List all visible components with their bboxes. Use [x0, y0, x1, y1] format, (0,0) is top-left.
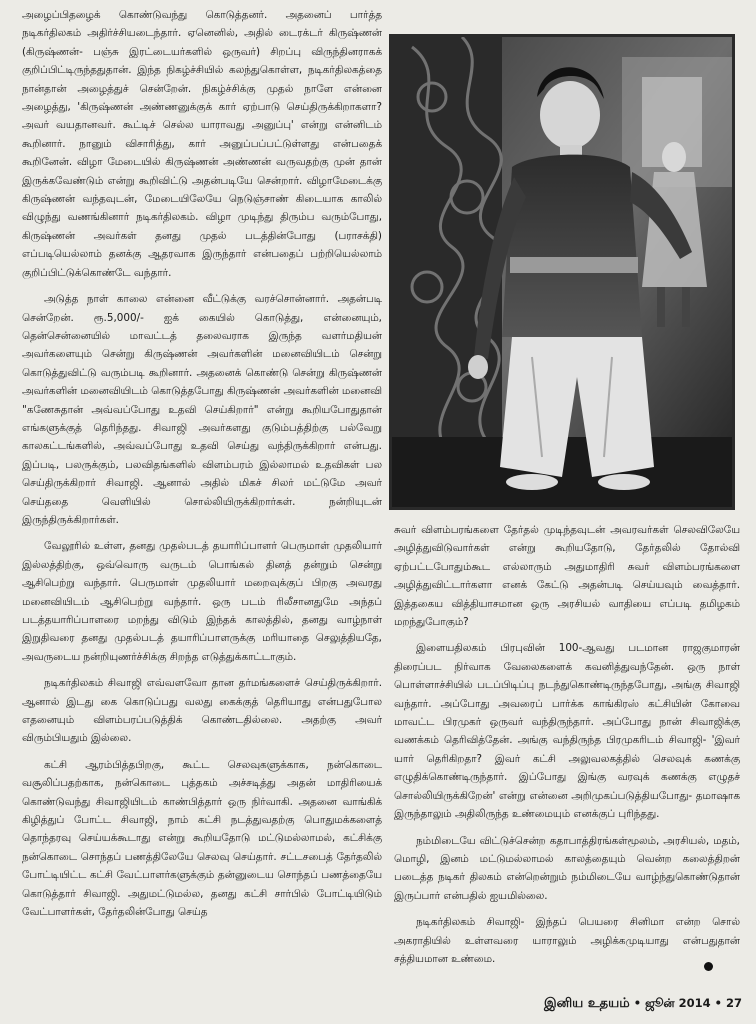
- paragraph: சுவர் விளம்பரங்களை தேர்தல் முடிந்தவுடன் அவரவர்கள் செலவிலேயே அழித்துவிடுவார்கள் என்று கூறியதோடு, தேர்தலில் தோல்வி ஏற்பட்டபோதும்கூட எல்லாரும் அதுமாதிரி சுவர் விளம்பரங்களை அழித்துவிட்டார்களா எனக் கேட்டு அதன்படி செய்யவும் வைத்தார். இத்தகைய வித்தியாசமான ஒரு அரசியல் வாதியை எப்படி தமிழகம் மறந்துபோகும்?: [394, 524, 740, 629]
- paragraph: அடுத்த நாள் காலை என்னை வீட்டுக்கு வரச்சொன்னார். அதன்படி சென்றேன். ரூ.5,000/- ஐக் கையில் கொடுத்து, என்னையும், தென்சென்னையில் மாவட்டத் தலைவராக இருந்த வளர்மதியன் அவர்களையும் சென்று கிருஷ்ணன் அவர்களின் மனைவியிடம் சென்று கொடுத்துவிட்டு வரும்படி கூறினார். அதனைக் கொண்டு சென்று கிருஷ்ணன் அவர்களின் மனைவியிடம் கொடுத்தபோது கிருஷ்ணன் அவர்களின் மனைவி "கணேசுதான் அவ்வப்போது உதவி செய்கிறார்" என்று கூறியபோதுதான் எங்களுக்குத் தெரிந்தது. சிவாஜி அவர்களது குடும்பத்திற்கு பல்வேறு காலகட்டங்களில், அவ்வப்போது உதவி செய்து வந்திருக்கிறார் என்பது. இப்படி, பலருக்கும், பலவிதங்களில் விளம்பரம் இல்லாமல் உதவிகள் பல செய்திருக்கிறார் சிவாஜி. ஆனால் அதில் மிகச் சிலர் மட்டுமே அவர் செய்ததை வெளியில் சொல்லியிருக்கிறார்கள். நன்றியுடன் இருந்திருக்கிறார்கள்.: [22, 293, 382, 526]
- paragraph: அழைப்பிதழைக் கொண்டுவந்து கொடுத்தனர். அதனைப் பார்த்த நடிகர்திலகம் அதிர்ச்சியடைந்தார். ஏனெனில், அதில் டைரக்டர் கிருஷ்ணன் (கிருஷ்ணன்- பஞ்சு இரட்டையர்களில் ஒருவர்) சிறப்பு விருந்தினராகக் குறிப்பிட்டிருந்ததுதான். இந்த நிகழ்ச்சியில் கலந்துகொள்ள, நடிகர்திலகத்தை நான்தான் அழைத்துச் சென்றேன். நிகழ்ச்சிக்கு முதல் நாளே என்னை அழைத்து, 'கிருஷ்ணன் அண்ணனுக்குக் கார் ஏற்பாடு செய்திருக்கிறாகளா? அவர் வயதானவர். கூட்டிச் செல்ல யாராவது அனுப்பு' என்று என்னிடம் கூறினார். நானும் விசாரித்து, கார் அனுப்பப்பட்டுள்ளது என்பதைக் கூறினேன். விழா மேடையில் கிருஷ்ணன் அண்ணன் வருவதற்கு முன் தான் இருக்கவேண்டும் என்று கூறிவிட்டு அதன்படியே சென்றார். விழாமேடைக்கு கிருஷ்ணன் வந்தவுடன், மேடையிலேயே நெடுஞ்சாண் கிடையாக காலில் விழுந்து வணங்கினார் நடிகர்திலகம். விழா முடிந்து திரும்ப வரும்போது, கிருஷ்ணன் அவர்கள் தனது முதல் படத்தின்போது (பராசக்தி) எப்படியெல்லாம் தனக்கு ஆதரவாக இருந்தார் என்பதைப் பற்றியெல்லாம் குறிப்பிட்டுக்கொண்டே வந்தார்.: [22, 9, 382, 279]
- right-text-column: [394, 521, 740, 976]
- footer-separator: •: [714, 996, 722, 1010]
- paragraph: நடிகர்திலகம் சிவாஜி எவ்வளவோ தான தர்மங்களைச் செய்திருக்கிறார். ஆனால் இடது கை கொடுப்பது வலது கைக்குத் தெரியாது என்பதுபோல எதனையும் விளம்பரப்படுத்திக் கொண்டதில்லை. அதற்கு அவர் விரும்பியதும் இல்லை.: [22, 677, 382, 745]
- left-text-column: [22, 6, 382, 930]
- end-bullet-icon: [704, 962, 713, 971]
- page-number: 27: [725, 996, 742, 1010]
- footer-separator: •: [633, 996, 642, 1010]
- paragraph: நடிகர்திலகம் சிவாஜி- இந்தப் பெயரை சினிமா என்ற சொல் அகராதியில் உள்ளவரை யாராலும் அழிக்கமுடியாது என்பதுதான் சத்தியமான உண்மை.: [394, 916, 740, 965]
- paragraph: வேலூரில் உள்ள, தனது முதல்படத் தயாரிப்பாளர் பெருமாள் முதலியார் இல்லத்திற்கு, ஒவ்வொரு வருடம் பொங்கல் தினத் தன்றும் சென்று ஆசிபெற்று வந்தார். பெருமாள் முதலியார் மறைவுக்குப் பிறகு அவரது மனைவியிடம் ஆசிபெற்று வந்தார். ஒரு படம் ரிலீசானதுமே அந்தப் படத்தயாரிப்பாளரை மறந்து விடும் இந்தக் காலத்தில், தனது வாழ்நாள் இறுதிவரை தனது முதல்படத் தயாரிப்பாளருக்கு மரியாதை செலுத்தியதே, அவருடைய நன்றியுணர்ச்சிக்கு சிறந்த எடுத்துக்காட்டாகும்.: [22, 540, 382, 663]
- paragraph: கட்சி ஆரம்பித்தபிறகு, கூட்ட செலவுகளுக்காக, நன்கொடை வசூலிப்பதற்காக, நன்கொடை புத்தகம் அச்சடித்து அதன் மாதிரியைக் கொண்டுவந்து சிவாஜியிடம் காண்பித்தார் ஒரு நிர்வாகி. அதனை வாங்கிக் கிழித்துப் போட்ட சிவாஜி, நாம் கட்சி நடத்துவதற்கு பொதுமக்களைத் தொந்தரவு செய்யக்கூடாது என்று கூறியதோடு மட்டுமல்லாமல், கட்சிக்கு நன்கொடை சொந்தப் பணத்திலேயே செலவு செய்தார். சட்டசபைத் தேர்தலில் போட்டியிட்ட கட்சி வேட்பாளர்களுக்கும் தன்னுடைய சொந்தப் பணத்தையே கொடுத்தார் சிவாஜி. அதுமட்டுமல்ல, தனது கட்சி சார்பில் போட்டியிடும் வேட்பாளர்கள், தேர்தலின்போது செய்த: [22, 758, 382, 919]
- magazine-name: இனிய உதயம்: [543, 996, 630, 1011]
- paragraph: இளையதிலகம் பிரபுவின் 100-ஆவது படமான ராஜகுமாரன் திரைப்பட நிர்வாக வேலைகளைக் கவனித்துவந்தேன். ஒரு நாள் பொள்ளாச்சியில் படப்பிடிப்பு நடந்துகொண்டிருந்தபோது, அங்கு சிவாஜி வந்தார். அப்போது அவரைப் பார்க்க காங்கிரஸ் கட்சியின் கோவை மாவட்ட பிரமுகர் ஒருவர் வந்திருந்தார். அப்போது நான் சிவாஜிக்கு வணக்கம் தெரிவித்தேன். அங்கு வந்திருந்த பிரமுகரிடம் சிவாஜி- 'இவர் யார் தெரிகிறதா? இவர் கட்சி அலுவலகத்தில் செலவுக் கணக்கு எழுதிக்கொண்டிருந்தார். இப்போது இங்கு வரவுக் கணக்கு எழுதச் சொல்லியிருக்கிறேன்' என்று என்னை அறிமுகப்படுத்தியபோது- தமாஷாக இருந்தாலும் அதிலிருந்த உண்மையும் எனக்குப் புரிந்தது.: [394, 642, 740, 821]
- page-footer: [544, 996, 742, 1012]
- paragraph: நம்மிடையே விட்டுச்சென்ற கதாபாத்திரங்கள்மூலம், அரசியல், மதம், மொழி, இனம் மட்டுமல்லாமல் காலத்தையும் வென்ற கலைத்திறன் படைத்த நடிகர் திலகம் என்றென்றும் நம்மிடையே வாழ்ந்துகொண்டுதான் இருப்பார் என்பதில் ஐயமில்லை.: [394, 834, 740, 902]
- issue-date: ஜூன் 2014: [645, 996, 711, 1010]
- film-still-photo: [389, 34, 735, 510]
- photo-image-icon: [392, 37, 732, 507]
